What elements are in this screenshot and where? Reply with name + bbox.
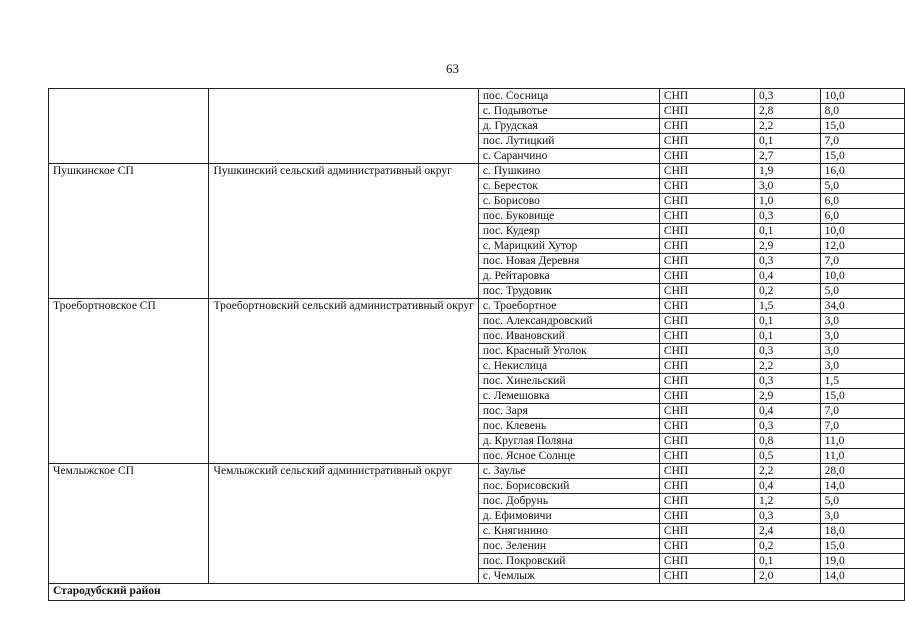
settlement-name-cell: пос. Добрунь <box>478 494 659 509</box>
settlement-name-cell: пос. Клевень <box>478 419 659 434</box>
distance-a-cell: 0,3 <box>754 344 820 359</box>
distance-b-cell: 15,0 <box>820 119 904 134</box>
settlement-name-cell: с. Бересток <box>478 179 659 194</box>
distance-b-cell: 14,0 <box>820 479 904 494</box>
settlement-type-cell: СНП <box>659 164 754 179</box>
settlement-name-cell: пос. Буковище <box>478 209 659 224</box>
page-number: 63 <box>446 61 459 76</box>
settlement-name-cell: пос. Лутицкий <box>478 134 659 149</box>
distance-a-cell: 0,3 <box>754 254 820 269</box>
okrug-cell <box>209 89 478 164</box>
distance-a-cell: 2,2 <box>754 119 820 134</box>
distance-a-cell: 0,4 <box>754 269 820 284</box>
settlement-type-cell: СНП <box>659 344 754 359</box>
settlements-table <box>48 88 905 601</box>
settlement-type-cell: СНП <box>659 299 754 314</box>
table-row <box>49 164 905 179</box>
settlement-type-cell: СНП <box>659 374 754 389</box>
settlement-name-cell: пос. Кудеяр <box>478 224 659 239</box>
settlement-type-cell: СНП <box>659 359 754 374</box>
settlement-type-cell: СНП <box>659 284 754 299</box>
settlement-type-cell: СНП <box>659 314 754 329</box>
distance-b-cell: 6,0 <box>820 194 904 209</box>
distance-b-cell: 5,0 <box>820 284 904 299</box>
distance-a-cell: 0,3 <box>754 89 820 104</box>
settlement-name-cell: с. Марицкий Хутор <box>478 239 659 254</box>
settlement-type-cell: СНП <box>659 434 754 449</box>
distance-b-cell: 12,0 <box>820 239 904 254</box>
distance-b-cell: 10,0 <box>820 224 904 239</box>
distance-b-cell: 6,0 <box>820 209 904 224</box>
distance-a-cell: 0,2 <box>754 284 820 299</box>
distance-a-cell: 0,4 <box>754 479 820 494</box>
distance-b-cell: 7,0 <box>820 254 904 269</box>
settlement-type-cell: СНП <box>659 479 754 494</box>
distance-b-cell: 3,0 <box>820 314 904 329</box>
distance-b-cell: 1,5 <box>820 374 904 389</box>
distance-b-cell: 15,0 <box>820 539 904 554</box>
distance-b-cell: 10,0 <box>820 269 904 284</box>
settlement-name-cell: пос. Трудовик <box>478 284 659 299</box>
settlement-name-cell: с. Лемешовка <box>478 389 659 404</box>
settlement-name-cell: д. Рейтаровка <box>478 269 659 284</box>
settlement-type-cell: СНП <box>659 224 754 239</box>
distance-a-cell: 0,2 <box>754 539 820 554</box>
distance-a-cell: 1,2 <box>754 494 820 509</box>
distance-a-cell: 2,7 <box>754 149 820 164</box>
settlement-name-cell: пос. Зеленин <box>478 539 659 554</box>
distance-b-cell: 5,0 <box>820 494 904 509</box>
settlement-name-cell: д. Грудская <box>478 119 659 134</box>
settlement-name-cell: пос. Красный Уголок <box>478 344 659 359</box>
settlement-name-cell: с. Пушкино <box>478 164 659 179</box>
distance-b-cell: 18,0 <box>820 524 904 539</box>
settlement-name-cell: с. Троебортное <box>478 299 659 314</box>
distance-a-cell: 0,1 <box>754 329 820 344</box>
distance-b-cell: 7,0 <box>820 134 904 149</box>
distance-b-cell: 3,0 <box>820 329 904 344</box>
distance-a-cell: 0,4 <box>754 404 820 419</box>
distance-b-cell: 28,0 <box>820 464 904 479</box>
settlement-name-cell: пос. Новая Деревня <box>478 254 659 269</box>
settlement-type-cell: СНП <box>659 254 754 269</box>
okrug-cell: Пушкинский сельский административный округ <box>209 164 478 299</box>
distance-b-cell: 8,0 <box>820 104 904 119</box>
settlement-type-cell: СНП <box>659 404 754 419</box>
distance-a-cell: 0,3 <box>754 509 820 524</box>
settlement-type-cell: СНП <box>659 194 754 209</box>
distance-b-cell: 11,0 <box>820 449 904 464</box>
settlement-type-cell: СНП <box>659 419 754 434</box>
okrug-cell: Троебортновский сельский административный округ <box>209 299 478 464</box>
distance-a-cell: 1,9 <box>754 164 820 179</box>
settlement-name-cell: д. Круглая Поляна <box>478 434 659 449</box>
distance-a-cell: 0,1 <box>754 554 820 569</box>
distance-a-cell: 0,8 <box>754 434 820 449</box>
distance-a-cell: 2,0 <box>754 569 820 584</box>
settlement-type-cell: СНП <box>659 539 754 554</box>
distance-b-cell: 3,0 <box>820 344 904 359</box>
distance-b-cell: 19,0 <box>820 554 904 569</box>
distance-a-cell: 0,3 <box>754 374 820 389</box>
settlement-name-cell: пос. Борисовский <box>478 479 659 494</box>
settlement-name-cell: пос. Ивановский <box>478 329 659 344</box>
distance-a-cell: 0,5 <box>754 449 820 464</box>
district-cell: Пушкинское СП <box>49 164 209 299</box>
settlement-type-cell: СНП <box>659 119 754 134</box>
distance-a-cell: 2,9 <box>754 389 820 404</box>
distance-a-cell: 0,3 <box>754 209 820 224</box>
distance-b-cell: 10,0 <box>820 89 904 104</box>
settlement-type-cell: СНП <box>659 464 754 479</box>
settlement-type-cell: СНП <box>659 569 754 584</box>
distance-a-cell: 0,1 <box>754 224 820 239</box>
distance-b-cell: 3,0 <box>820 359 904 374</box>
distance-a-cell: 1,0 <box>754 194 820 209</box>
district-cell: Троебортновское СП <box>49 299 209 464</box>
distance-a-cell: 2,2 <box>754 464 820 479</box>
settlement-type-cell: СНП <box>659 149 754 164</box>
okrug-cell: Чемлыжский сельский административный округ <box>209 464 478 584</box>
settlement-type-cell: СНП <box>659 389 754 404</box>
distance-a-cell: 1,5 <box>754 299 820 314</box>
settlement-name-cell: пос. Сосница <box>478 89 659 104</box>
settlement-type-cell: СНП <box>659 524 754 539</box>
settlement-type-cell: СНП <box>659 269 754 284</box>
distance-b-cell: 5,0 <box>820 179 904 194</box>
distance-a-cell: 0,3 <box>754 419 820 434</box>
settlement-name-cell: с. Саранчино <box>478 149 659 164</box>
settlement-type-cell: СНП <box>659 179 754 194</box>
settlement-type-cell: СНП <box>659 104 754 119</box>
distance-b-cell: 3,0 <box>820 509 904 524</box>
settlement-type-cell: СНП <box>659 329 754 344</box>
settlement-type-cell: СНП <box>659 89 754 104</box>
distance-a-cell: 2,2 <box>754 359 820 374</box>
district-header-row <box>49 584 905 601</box>
distance-a-cell: 2,4 <box>754 524 820 539</box>
settlement-name-cell: д. Ефимовичи <box>478 509 659 524</box>
distance-a-cell: 2,8 <box>754 104 820 119</box>
distance-b-cell: 34,0 <box>820 299 904 314</box>
settlement-type-cell: СНП <box>659 134 754 149</box>
district-header: Стародубский район <box>49 584 905 601</box>
distance-a-cell: 0,1 <box>754 134 820 149</box>
distance-b-cell: 7,0 <box>820 404 904 419</box>
settlement-name-cell: пос. Александровский <box>478 314 659 329</box>
settlement-type-cell: СНП <box>659 449 754 464</box>
settlement-name-cell: с. Княгинино <box>478 524 659 539</box>
settlement-type-cell: СНП <box>659 554 754 569</box>
distance-a-cell: 3,0 <box>754 179 820 194</box>
settlement-name-cell: с. Заулье <box>478 464 659 479</box>
distance-b-cell: 15,0 <box>820 389 904 404</box>
distance-b-cell: 14,0 <box>820 569 904 584</box>
settlement-name-cell: пос. Заря <box>478 404 659 419</box>
settlement-name-cell: с. Чемлыж <box>478 569 659 584</box>
settlement-name-cell: пос. Хинельский <box>478 374 659 389</box>
settlement-name-cell: с. Борисово <box>478 194 659 209</box>
settlement-type-cell: СНП <box>659 494 754 509</box>
distance-b-cell: 16,0 <box>820 164 904 179</box>
district-cell <box>49 89 209 164</box>
table-row <box>49 89 905 104</box>
table-row <box>49 464 905 479</box>
settlement-type-cell: СНП <box>659 239 754 254</box>
distance-a-cell: 2,9 <box>754 239 820 254</box>
settlement-name-cell: с. Некислица <box>478 359 659 374</box>
settlement-name-cell: пос. Покровский <box>478 554 659 569</box>
settlement-type-cell: СНП <box>659 509 754 524</box>
settlement-name-cell: пос. Ясное Солнце <box>478 449 659 464</box>
table-row <box>49 299 905 314</box>
distance-b-cell: 7,0 <box>820 419 904 434</box>
distance-b-cell: 15,0 <box>820 149 904 164</box>
settlement-name-cell: с. Подывотье <box>478 104 659 119</box>
settlement-type-cell: СНП <box>659 209 754 224</box>
district-cell: Чемлыжское СП <box>49 464 209 584</box>
distance-b-cell: 11,0 <box>820 434 904 449</box>
distance-a-cell: 0,1 <box>754 314 820 329</box>
